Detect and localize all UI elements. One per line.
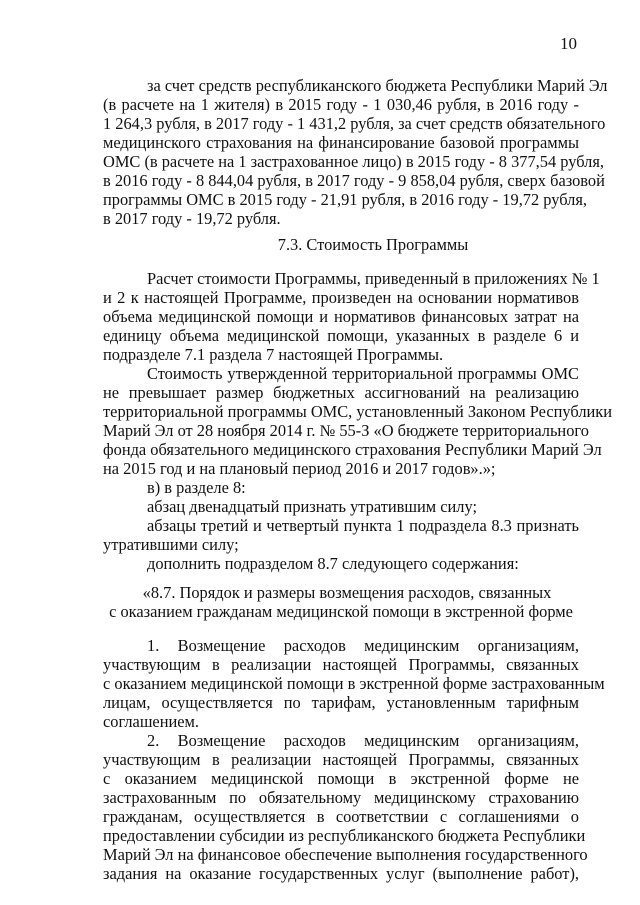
point-1-line: участвующим в реализации настоящей Программы, связанных xyxy=(103,655,579,674)
cost-line: Расчет стоимости Программы, приведенный в приложениях № 1 xyxy=(147,269,600,288)
section-title-line: с оказанием гражданам медицинской помощи в экстренной форме xyxy=(109,602,573,621)
section-title-7-3: 7.3. Стоимость Программы xyxy=(277,235,469,254)
point-1-line: соглашением. xyxy=(103,712,199,731)
point-2-line: гражданам, осуществляется в соответствии с соглашениями о xyxy=(103,807,579,826)
intro-line: программы ОМС в 2015 году - 21,91 рубля, в 2016 году - 19,72 рубля, xyxy=(103,190,587,209)
intro-line: (в расчете на 1 жителя) в 2015 году - 1 030,46 рубля, в 2016 году - xyxy=(103,95,579,114)
point-2-line: задания на оказание государственных услуг (выполнение работ), xyxy=(103,864,579,883)
cost-line: подразделе 7.1 раздела 7 настоящей Программы. xyxy=(103,345,444,364)
point-1-line: лицам, осуществляется по тарифам, установленным тарифным xyxy=(103,693,579,712)
section-title-line: «8.7. Порядок и размеры возмещения расходов, связанных xyxy=(142,583,552,602)
intro-line: ОМС (в расчете на 1 застрахованное лицо) в 2015 году - 8 377,54 рубля, xyxy=(103,152,604,171)
point-2-line: Марий Эл на финансовое обеспечение выполнения государственного xyxy=(103,845,588,864)
point-2-line: предоставлении субсидии из республиканского бюджета Республики xyxy=(103,826,586,845)
intro-line: медицинского страхования на финансирование базовой программы xyxy=(103,133,579,152)
intro-line: в 2017 году - 19,72 рубля. xyxy=(103,209,281,228)
oms-line: не превышает размер бюджетных ассигнований на реализацию xyxy=(103,383,579,402)
item-add-subsection: дополнить подразделом 8.7 следующего содержания: xyxy=(147,554,519,573)
intro-line: за счет средств республиканского бюджета Республики Марий Эл xyxy=(147,76,608,95)
item-abzac-12: абзац двенадцатый признать утратившим силу; xyxy=(147,497,478,516)
item-abzac-3-4: утратившими силу; xyxy=(103,535,239,554)
cost-line: единицу объема медицинской помощи, указанных в разделе 6 и xyxy=(103,326,579,345)
point-1-line: с оказанием медицинской помощи в экстренной форме застрахованным xyxy=(103,674,605,693)
item-b: в) в разделе 8: xyxy=(147,478,246,497)
intro-line: 1 264,3 рубля, в 2017 году - 1 431,2 рубля, за счет средств обязательного xyxy=(103,114,606,133)
intro-line: в 2016 году - 8 844,04 рубля, в 2017 году - 9 858,04 рубля, сверх базовой xyxy=(103,171,605,190)
oms-line: Марий Эл от 28 ноября 2014 г. № 55-З «О бюджете территориального xyxy=(103,421,589,440)
point-2-line: застрахованным по обязательному медицинскому страхованию xyxy=(103,788,579,807)
point-2-line: участвующим в реализации настоящей Программы, связанных xyxy=(103,750,579,769)
point-1-line: 1. Возмещение расходов медицинским организациям, xyxy=(147,636,579,655)
cost-line: объема медицинской помощи и нормативов финансовых затрат на xyxy=(103,307,579,326)
oms-line: фонда обязательного медицинского страхования Республики Марий Эл xyxy=(103,440,602,459)
cost-line: и 2 к настоящей Программе, произведен на основании нормативов xyxy=(103,288,579,307)
oms-line: Стоимость утвержденной территориальной программы ОМС xyxy=(147,364,579,383)
item-abzac-3-4: абзацы третий и четвертый пункта 1 подраздела 8.3 признать xyxy=(147,516,579,535)
oms-line: на 2015 год и на плановый период 2016 и 2017 годов».»; xyxy=(103,459,496,478)
page-number: 10 xyxy=(560,34,577,53)
point-2-line: с оказанием медицинской помощи в экстренной форме не xyxy=(103,769,579,788)
oms-line: территориальной программы ОМС, установленный Законом Республики xyxy=(103,402,613,421)
point-2-line: 2. Возмещение расходов медицинским организациям, xyxy=(147,731,579,750)
